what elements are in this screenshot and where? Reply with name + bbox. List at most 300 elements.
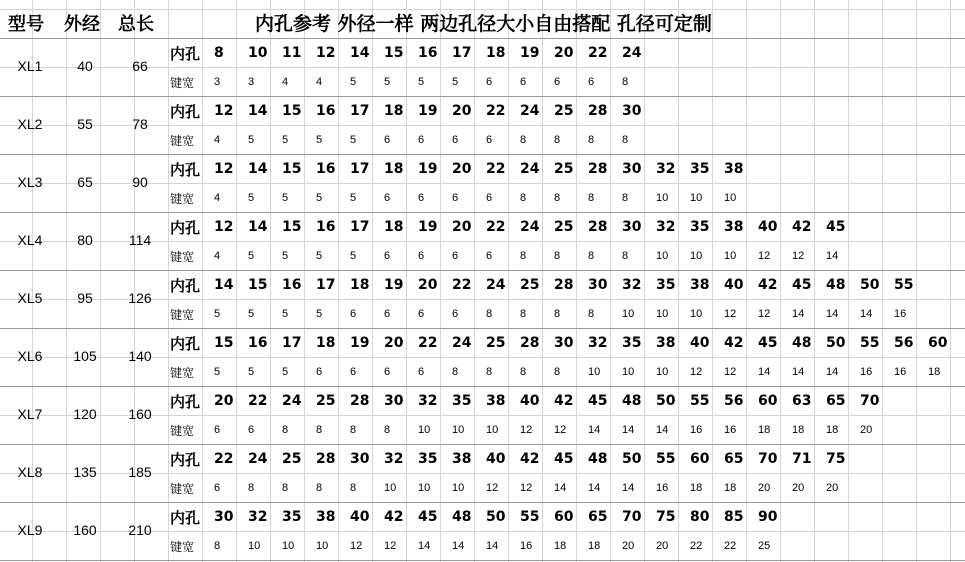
page-title: 内孔参考 外径一样 两边孔径大小自由搭配 孔径可定制 (255, 13, 712, 35)
key-width-value: 5 (282, 134, 289, 146)
hole-diameter-value: 40 (486, 451, 506, 467)
hole-diameter-value: 25 (520, 277, 540, 293)
hole-diameter-value: 55 (690, 393, 710, 409)
hole-diameter-value: 55 (860, 335, 880, 351)
hole-diameter-value: 35 (282, 509, 302, 525)
hole-diameter-value: 38 (656, 335, 676, 351)
key-width-value: 8 (622, 250, 629, 262)
key-width-value: 8 (316, 482, 323, 494)
key-width-value: 14 (588, 424, 601, 436)
outer-diameter-cell: 135 (73, 464, 97, 480)
hole-diameter-value: 18 (384, 219, 404, 235)
hole-diameter-value: 16 (248, 335, 268, 351)
hole-diameter-value: 63 (792, 393, 812, 409)
hole-diameter-value: 80 (690, 509, 710, 525)
key-width-value: 12 (520, 424, 533, 436)
outer-diameter-cell: 55 (77, 116, 93, 132)
hole-diameter-value: 50 (860, 277, 880, 293)
key-width-value: 8 (214, 540, 221, 552)
hole-diameter-value: 71 (792, 451, 812, 467)
key-width-value: 5 (282, 192, 289, 204)
hole-diameter-value: 15 (282, 219, 302, 235)
hole-diameter-value: 38 (724, 161, 744, 177)
hole-diameter-value: 50 (656, 393, 676, 409)
key-width-value: 6 (418, 366, 425, 378)
hole-diameter-value: 25 (554, 103, 574, 119)
hole-diameter-value: 16 (316, 161, 336, 177)
key-width-value: 18 (588, 540, 601, 552)
hole-diameter-value: 35 (690, 161, 710, 177)
key-width-value: 8 (588, 134, 595, 146)
row-divider (0, 270, 965, 271)
key-width-value: 14 (588, 482, 601, 494)
key-width-value: 18 (826, 424, 839, 436)
key-width-value: 12 (792, 250, 805, 262)
key-width-value: 8 (282, 424, 289, 436)
key-width-value: 12 (724, 366, 737, 378)
hole-diameter-value: 24 (520, 161, 540, 177)
hole-diameter-value: 22 (452, 277, 472, 293)
key-width-value: 12 (724, 308, 737, 320)
hole-diameter-value: 14 (248, 161, 268, 177)
key-width-value: 5 (282, 250, 289, 262)
key-width-value: 10 (384, 482, 397, 494)
hole-label: 内孔 (170, 277, 201, 295)
model-cell: XL6 (17, 348, 43, 364)
key-width-value: 6 (452, 192, 459, 204)
hole-diameter-value: 20 (452, 161, 472, 177)
hole-label: 内孔 (170, 509, 201, 527)
hole-diameter-value: 45 (418, 509, 438, 525)
hole-diameter-value: 32 (656, 219, 676, 235)
header-total-length: 总长 (118, 14, 154, 35)
model-cell: XL1 (17, 58, 43, 74)
hole-diameter-value: 42 (384, 509, 404, 525)
key-width-value: 6 (486, 134, 493, 146)
hole-diameter-value: 48 (622, 393, 642, 409)
hole-diameter-value: 20 (452, 219, 472, 235)
hole-diameter-value: 42 (520, 451, 540, 467)
hole-diameter-value: 14 (248, 103, 268, 119)
hole-diameter-value: 56 (894, 335, 914, 351)
hole-diameter-value: 32 (656, 161, 676, 177)
key-width-value: 6 (418, 134, 425, 146)
hole-diameter-value: 18 (384, 103, 404, 119)
key-width-value: 18 (554, 540, 567, 552)
key-width-value: 8 (554, 250, 561, 262)
hole-diameter-value: 30 (588, 277, 608, 293)
hole-diameter-value: 8 (214, 45, 224, 61)
key-width-value: 12 (384, 540, 397, 552)
key-width-value: 5 (350, 192, 357, 204)
hole-diameter-value: 17 (350, 219, 370, 235)
hole-diameter-value: 24 (520, 219, 540, 235)
hole-diameter-value: 12 (214, 219, 234, 235)
key-width-value: 5 (248, 250, 255, 262)
row-divider (0, 212, 965, 213)
key-width-value: 8 (622, 134, 629, 146)
outer-diameter-cell: 80 (77, 232, 93, 248)
row-divider (0, 154, 965, 155)
key-width-value: 14 (486, 540, 499, 552)
row-divider (0, 38, 965, 39)
key-width-value: 5 (418, 76, 425, 88)
key-width-value: 6 (316, 366, 323, 378)
hole-diameter-value: 30 (622, 219, 642, 235)
key-width-value: 16 (724, 424, 737, 436)
hole-diameter-value: 15 (282, 103, 302, 119)
hole-diameter-value: 55 (894, 277, 914, 293)
key-width-value: 16 (690, 424, 703, 436)
key-width-value: 10 (690, 308, 703, 320)
key-width-value: 4 (282, 76, 289, 88)
hole-diameter-value: 28 (588, 103, 608, 119)
hole-diameter-value: 17 (452, 45, 472, 61)
key-width-value: 6 (384, 134, 391, 146)
key-width-value: 18 (928, 366, 941, 378)
key-width-value: 10 (452, 482, 465, 494)
hole-diameter-value: 35 (452, 393, 472, 409)
hole-diameter-value: 40 (758, 219, 778, 235)
key-width-value: 10 (724, 250, 737, 262)
hole-diameter-value: 15 (214, 335, 234, 351)
key-width-value: 5 (282, 308, 289, 320)
key-width-value: 8 (588, 192, 595, 204)
key-width-value: 10 (656, 250, 669, 262)
outer-diameter-cell: 40 (77, 58, 93, 74)
key-width-label: 键宽 (170, 366, 195, 380)
key-width-value: 6 (486, 250, 493, 262)
total-length-cell: 210 (128, 522, 152, 538)
row-divider (0, 560, 965, 561)
key-width-value: 12 (554, 424, 567, 436)
hole-diameter-value: 15 (384, 45, 404, 61)
hole-diameter-value: 35 (622, 335, 642, 351)
key-width-label: 键宽 (170, 250, 195, 264)
hole-diameter-value: 65 (588, 509, 608, 525)
key-width-value: 10 (656, 308, 669, 320)
hole-diameter-value: 60 (928, 335, 948, 351)
key-width-value: 8 (588, 250, 595, 262)
key-width-value: 6 (350, 366, 357, 378)
key-width-value: 12 (758, 308, 771, 320)
model-cell: XL5 (17, 290, 43, 306)
hole-diameter-value: 15 (282, 161, 302, 177)
total-length-cell: 160 (128, 406, 152, 422)
key-width-value: 14 (758, 366, 771, 378)
key-width-value: 6 (486, 76, 493, 88)
key-width-value: 16 (520, 540, 533, 552)
hole-diameter-value: 35 (690, 219, 710, 235)
key-width-value: 8 (520, 308, 527, 320)
hole-diameter-value: 19 (418, 103, 438, 119)
key-width-value: 10 (690, 192, 703, 204)
key-width-value: 10 (248, 540, 261, 552)
key-width-value: 5 (248, 134, 255, 146)
key-width-value: 6 (214, 482, 221, 494)
total-length-cell: 185 (128, 464, 152, 480)
hole-diameter-value: 42 (758, 277, 778, 293)
hole-diameter-value: 28 (588, 161, 608, 177)
hole-diameter-value: 20 (452, 103, 472, 119)
hole-diameter-value: 45 (758, 335, 778, 351)
key-width-value: 12 (486, 482, 499, 494)
key-width-value: 22 (724, 540, 737, 552)
key-width-value: 5 (350, 250, 357, 262)
hole-diameter-value: 18 (384, 161, 404, 177)
hole-diameter-value: 20 (418, 277, 438, 293)
hole-diameter-value: 85 (724, 509, 744, 525)
hole-diameter-value: 12 (214, 161, 234, 177)
key-width-value: 8 (384, 424, 391, 436)
hole-diameter-value: 35 (418, 451, 438, 467)
key-width-value: 8 (452, 366, 459, 378)
hole-diameter-value: 38 (724, 219, 744, 235)
total-length-cell: 90 (132, 174, 148, 190)
key-width-value: 5 (316, 192, 323, 204)
key-width-value: 6 (554, 76, 561, 88)
row-divider (0, 444, 965, 445)
key-width-value: 14 (452, 540, 465, 552)
hole-diameter-value: 16 (316, 219, 336, 235)
hole-diameter-value: 40 (520, 393, 540, 409)
key-width-value: 8 (520, 250, 527, 262)
hole-diameter-value: 22 (418, 335, 438, 351)
header-outer-diameter: 外经 (64, 14, 100, 35)
hole-diameter-value: 25 (486, 335, 506, 351)
key-width-value: 5 (350, 134, 357, 146)
key-width-value: 6 (452, 134, 459, 146)
key-width-value: 8 (554, 134, 561, 146)
key-width-value: 8 (520, 366, 527, 378)
key-width-value: 14 (418, 540, 431, 552)
hole-diameter-value: 15 (248, 277, 268, 293)
hole-diameter-value: 42 (554, 393, 574, 409)
hole-diameter-value: 30 (622, 161, 642, 177)
key-width-value: 3 (248, 76, 255, 88)
key-width-value: 6 (384, 192, 391, 204)
key-width-value: 4 (316, 76, 323, 88)
hole-label: 内孔 (170, 451, 201, 469)
hole-diameter-value: 17 (350, 103, 370, 119)
key-width-value: 14 (826, 308, 839, 320)
key-width-value: 8 (520, 192, 527, 204)
key-width-value: 14 (860, 308, 873, 320)
hole-diameter-value: 17 (350, 161, 370, 177)
total-length-cell: 66 (132, 58, 148, 74)
hole-diameter-value: 55 (520, 509, 540, 525)
outer-diameter-cell: 120 (73, 406, 97, 422)
hole-diameter-value: 32 (248, 509, 268, 525)
hole-diameter-value: 40 (690, 335, 710, 351)
hole-diameter-value: 32 (384, 451, 404, 467)
hole-diameter-value: 18 (486, 45, 506, 61)
key-width-value: 22 (690, 540, 703, 552)
hole-diameter-value: 11 (282, 45, 302, 61)
header-model: 型号 (8, 14, 44, 35)
key-width-value: 10 (588, 366, 601, 378)
hole-diameter-value: 32 (418, 393, 438, 409)
total-length-cell: 140 (128, 348, 152, 364)
key-width-value: 14 (826, 366, 839, 378)
hole-diameter-value: 56 (724, 393, 744, 409)
hole-diameter-value: 19 (418, 161, 438, 177)
key-width-value: 8 (486, 366, 493, 378)
hole-diameter-value: 25 (316, 393, 336, 409)
key-width-value: 8 (554, 192, 561, 204)
key-width-value: 10 (724, 192, 737, 204)
hole-diameter-value: 45 (588, 393, 608, 409)
hole-diameter-value: 28 (588, 219, 608, 235)
key-width-value: 12 (690, 366, 703, 378)
hole-diameter-value: 16 (316, 103, 336, 119)
hole-diameter-value: 32 (622, 277, 642, 293)
key-width-value: 25 (758, 540, 771, 552)
hole-diameter-value: 75 (656, 509, 676, 525)
key-width-value: 6 (384, 308, 391, 320)
key-width-value: 20 (622, 540, 635, 552)
hole-diameter-value: 20 (214, 393, 234, 409)
key-width-value: 10 (690, 250, 703, 262)
row-divider (0, 96, 965, 97)
key-width-value: 16 (894, 308, 907, 320)
key-width-label: 键宽 (170, 424, 195, 438)
key-width-value: 5 (316, 134, 323, 146)
hole-diameter-value: 30 (622, 103, 642, 119)
key-width-value: 6 (418, 308, 425, 320)
hole-diameter-value: 19 (520, 45, 540, 61)
key-width-value: 6 (452, 308, 459, 320)
hole-diameter-value: 28 (520, 335, 540, 351)
hole-diameter-value: 17 (282, 335, 302, 351)
key-width-value: 10 (418, 482, 431, 494)
hole-diameter-value: 12 (316, 45, 336, 61)
hole-diameter-value: 48 (452, 509, 472, 525)
hole-diameter-value: 25 (554, 161, 574, 177)
hole-diameter-value: 24 (486, 277, 506, 293)
key-width-value: 6 (384, 250, 391, 262)
model-cell: XL7 (17, 406, 43, 422)
hole-diameter-value: 30 (214, 509, 234, 525)
hole-diameter-value: 18 (350, 277, 370, 293)
key-width-value: 12 (350, 540, 363, 552)
key-width-value: 8 (622, 76, 629, 88)
hole-diameter-value: 45 (792, 277, 812, 293)
hole-label: 内孔 (170, 393, 201, 411)
hole-diameter-value: 28 (554, 277, 574, 293)
key-width-value: 6 (452, 250, 459, 262)
key-width-value: 4 (214, 134, 221, 146)
outer-diameter-cell: 95 (77, 290, 93, 306)
key-width-value: 8 (248, 482, 255, 494)
hole-diameter-value: 65 (826, 393, 846, 409)
key-width-value: 5 (248, 192, 255, 204)
key-width-value: 6 (486, 192, 493, 204)
model-cell: XL8 (17, 464, 43, 480)
key-width-value: 10 (316, 540, 329, 552)
hole-diameter-value: 24 (520, 103, 540, 119)
hole-diameter-value: 90 (758, 509, 778, 525)
key-width-value: 4 (214, 192, 221, 204)
hole-diameter-value: 17 (316, 277, 336, 293)
hole-diameter-value: 48 (826, 277, 846, 293)
hole-diameter-value: 28 (316, 451, 336, 467)
key-width-value: 16 (656, 482, 669, 494)
model-cell: XL3 (17, 174, 43, 190)
key-width-value: 8 (350, 424, 357, 436)
key-width-value: 5 (214, 366, 221, 378)
hole-diameter-value: 35 (656, 277, 676, 293)
key-width-value: 5 (214, 308, 221, 320)
key-width-value: 5 (316, 250, 323, 262)
hole-diameter-value: 24 (622, 45, 642, 61)
hole-diameter-value: 24 (248, 451, 268, 467)
hole-diameter-value: 16 (418, 45, 438, 61)
hole-diameter-value: 40 (350, 509, 370, 525)
key-width-value: 14 (554, 482, 567, 494)
hole-diameter-value: 22 (588, 45, 608, 61)
outer-diameter-cell: 160 (73, 522, 97, 538)
hole-diameter-value: 38 (452, 451, 472, 467)
key-width-value: 6 (384, 366, 391, 378)
hole-diameter-value: 22 (248, 393, 268, 409)
hole-diameter-value: 14 (248, 219, 268, 235)
key-width-value: 14 (792, 308, 805, 320)
hole-diameter-value: 38 (316, 509, 336, 525)
key-width-value: 18 (724, 482, 737, 494)
hole-label: 内孔 (170, 161, 201, 179)
hole-diameter-value: 70 (622, 509, 642, 525)
key-width-value: 10 (452, 424, 465, 436)
hole-label: 内孔 (170, 219, 201, 237)
key-width-value: 18 (792, 424, 805, 436)
key-width-value: 14 (792, 366, 805, 378)
key-width-label: 键宽 (170, 540, 195, 554)
key-width-value: 8 (588, 308, 595, 320)
hole-diameter-value: 20 (384, 335, 404, 351)
key-width-value: 10 (486, 424, 499, 436)
key-width-value: 14 (622, 424, 635, 436)
key-width-value: 6 (520, 76, 527, 88)
hole-diameter-value: 19 (418, 219, 438, 235)
hole-diameter-value: 25 (554, 219, 574, 235)
model-cell: XL4 (17, 232, 43, 248)
key-width-value: 8 (350, 482, 357, 494)
key-width-value: 20 (860, 424, 873, 436)
hole-diameter-value: 14 (214, 277, 234, 293)
hole-diameter-value: 75 (826, 451, 846, 467)
hole-diameter-value: 40 (724, 277, 744, 293)
key-width-value: 20 (826, 482, 839, 494)
key-width-value: 5 (248, 366, 255, 378)
key-width-value: 20 (656, 540, 669, 552)
hole-diameter-value: 70 (758, 451, 778, 467)
key-width-label: 键宽 (170, 134, 195, 148)
hole-diameter-value: 42 (724, 335, 744, 351)
total-length-cell: 126 (128, 290, 152, 306)
hole-diameter-value: 38 (690, 277, 710, 293)
key-width-label: 键宽 (170, 308, 195, 322)
key-width-value: 8 (282, 482, 289, 494)
key-width-value: 10 (656, 366, 669, 378)
key-width-value: 14 (656, 424, 669, 436)
key-width-value: 8 (520, 134, 527, 146)
key-width-value: 6 (350, 308, 357, 320)
hole-diameter-value: 50 (486, 509, 506, 525)
key-width-value: 5 (282, 366, 289, 378)
key-width-value: 6 (418, 250, 425, 262)
row-divider (0, 502, 965, 503)
